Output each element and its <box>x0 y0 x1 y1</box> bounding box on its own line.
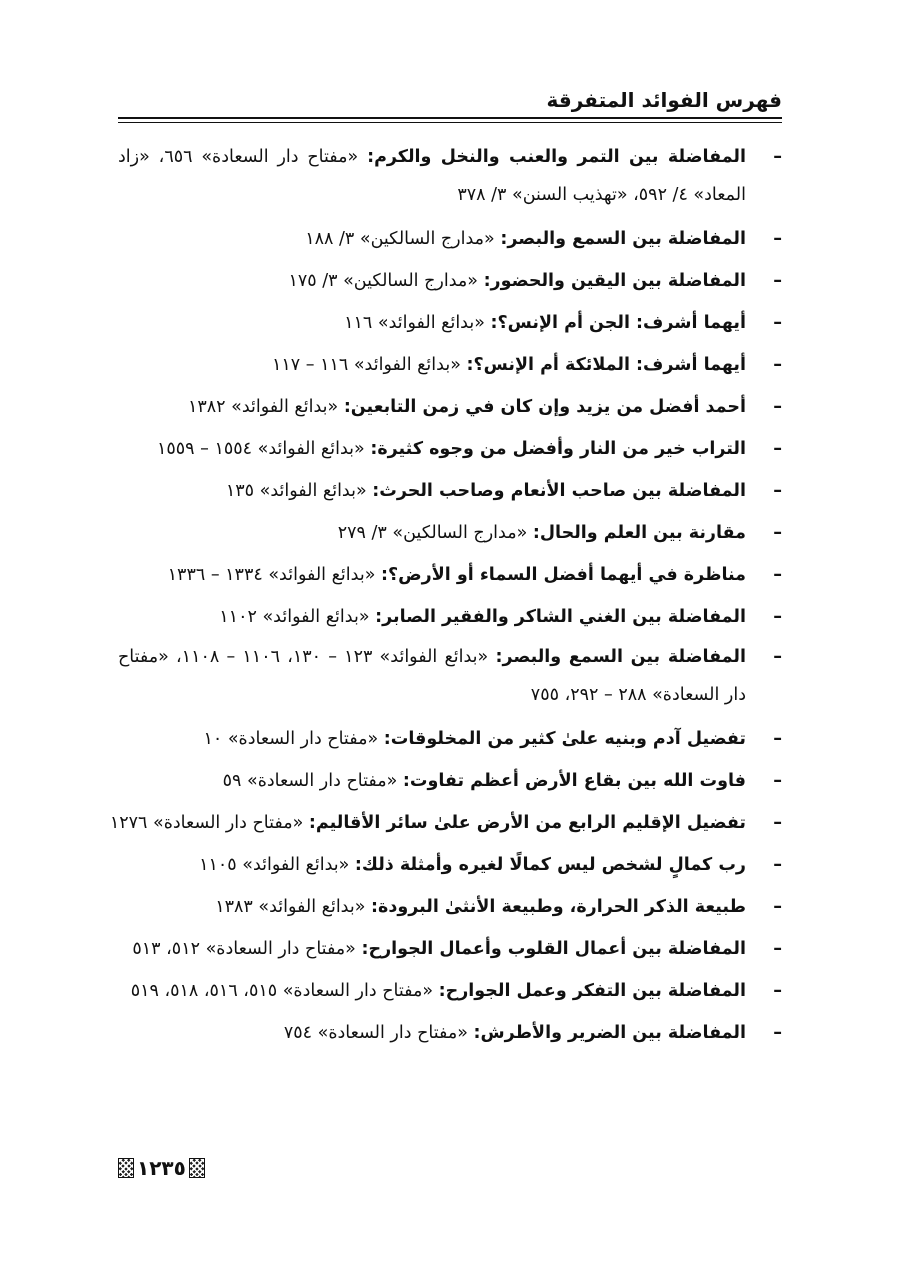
entry-topic: مقارنة بين العلم والحال: <box>532 523 746 543</box>
index-entry <box>118 718 782 760</box>
entry-dash: – <box>773 981 782 1001</box>
index-entry <box>118 470 782 512</box>
entry-dash: – <box>773 271 782 291</box>
index-entry <box>118 554 782 596</box>
entry-topic: المفاضلة بين الضرير والأطرش: <box>473 1023 746 1043</box>
page-number-block <box>118 1156 205 1180</box>
entry-dash: – <box>773 147 782 167</box>
entry-source: «بدائع الفوائد» ١١٦ – ١١٧ <box>271 355 461 375</box>
entry-source: «بدائع الفوائد» ١٢٣ – ١٣٠، ١١٠٦ – ١١٠٨، «مفتاح دار السعادة» ٢٨٨ – ٢٩٢، ٧٥٥ <box>118 647 746 705</box>
entry-source: «مفتاح دار السعادة» ١٢٧٦ <box>109 813 304 833</box>
index-entry <box>118 886 782 928</box>
page-number: ١٢٣٥ <box>137 1156 186 1180</box>
ornament-icon <box>189 1158 205 1178</box>
entry-source: «بدائع الفوائد» ١١٦ <box>344 313 485 333</box>
entry-dash: – <box>773 855 782 875</box>
entry-dash: – <box>773 1023 782 1043</box>
index-entry <box>118 1012 782 1054</box>
entry-source: «بدائع الفوائد» ١٣٥ <box>225 481 367 501</box>
index-entry <box>118 844 782 886</box>
entry-source: «مدارج السالكين» ٣/ ١٨٨ <box>305 229 495 249</box>
index-entry <box>118 970 782 1012</box>
index-entry <box>118 138 782 214</box>
entry-dash: – <box>773 647 782 667</box>
entry-topic: فاوت الله بين بقاع الأرض أعظم تفاوت: <box>402 771 746 791</box>
entry-source: «مفتاح دار السعادة» ٥١٢، ٥١٣ <box>132 939 356 959</box>
index-entry <box>118 928 782 970</box>
header-double-rule <box>118 117 782 123</box>
entry-topic: المفاضلة بين التمر والعنب والنخل والكرم: <box>367 147 746 167</box>
entry-dash: – <box>773 813 782 833</box>
entry-source: «مفتاح دار السعادة» ٧٥٤ <box>283 1023 468 1043</box>
entry-topic: المفاضلة بين السمع والبصر: <box>500 229 746 249</box>
index-entry <box>118 428 782 470</box>
index-entry <box>109 802 782 844</box>
entry-topic: تفضيل آدم وبنيه علىٰ كثير من المخلوقات: <box>383 729 746 749</box>
entry-dash: – <box>773 355 782 375</box>
entry-dash: – <box>773 439 782 459</box>
entry-topic: المفاضلة بين أعمال القلوب وأعمال الجوارح: <box>361 939 746 959</box>
entry-source: «مفتاح دار السعادة» ١٠ <box>203 729 379 749</box>
entry-dash: – <box>773 565 782 585</box>
index-entry <box>118 302 782 344</box>
entry-source: «بدائع الفوائد» ١٣٣٤ – ١٣٣٦ <box>167 565 376 585</box>
entry-source: «بدائع الفوائد» ١٣٨٢ <box>187 397 339 417</box>
running-title: فهرس الفوائد المتفرقة <box>546 88 782 112</box>
entry-source: «مدارج السالكين» ٣/ ٢٧٩ <box>337 523 528 543</box>
entry-dash: – <box>773 313 782 333</box>
entry-topic: أحمد أفضل من يزيد وإن كان في زمن التابعين: <box>343 397 746 417</box>
entry-topic: مناظرة في أيهما أفضل السماء أو الأرض؟: <box>380 565 746 585</box>
entry-topic: المفاضلة بين اليقين والحضور: <box>483 271 746 291</box>
entry-dash: – <box>773 729 782 749</box>
index-entry <box>118 386 782 428</box>
entry-topic: رب كمالٍ لشخص ليس كمالًا لغيره وأمثلة ذلك: <box>354 855 746 875</box>
index-entry <box>118 344 782 386</box>
ornament-icon <box>118 1158 134 1178</box>
entry-dash: – <box>773 897 782 917</box>
entry-topic: المفاضلة بين التفكر وعمل الجوارح: <box>438 981 746 1001</box>
entry-dash: – <box>773 523 782 543</box>
entry-topic: المفاضلة بين السمع والبصر: <box>495 647 746 667</box>
entry-dash: – <box>773 229 782 249</box>
entry-topic: المفاضلة بين صاحب الأنعام وصاحب الحرث: <box>372 481 746 501</box>
index-entry <box>118 218 782 260</box>
entry-dash: – <box>773 607 782 627</box>
entry-source: «مدارج السالكين» ٣/ ١٧٥ <box>288 271 478 291</box>
entry-topic: أيهما أشرف: الجن أم الإنس؟: <box>490 313 746 333</box>
index-entry <box>118 260 782 302</box>
index-entry <box>118 638 782 714</box>
entry-dash: – <box>773 939 782 959</box>
entry-source: «بدائع الفوائد» ١١٠٥ <box>199 855 350 875</box>
entry-dash: – <box>773 397 782 417</box>
index-entry <box>118 512 782 554</box>
entry-dash: – <box>773 481 782 501</box>
entry-topic: تفضيل الإقليم الرابع من الأرض علىٰ سائر الأقاليم: <box>308 813 746 833</box>
entry-source: «مفتاح دار السعادة» ٥١٥، ٥١٦، ٥١٨، ٥١٩ <box>130 981 434 1001</box>
entry-source: «مفتاح دار السعادة» ٦٥٦، «زاد المعاد» ٤/ ٥٩٢، «تهذيب السنن» ٣/ ٣٧٨ <box>118 147 746 205</box>
entry-source: «بدائع الفوائد» ١٣٨٣ <box>215 897 366 917</box>
entry-source: «مفتاح دار السعادة» ٥٩ <box>222 771 398 791</box>
entry-topic: أيهما أشرف: الملائكة أم الإنس؟: <box>466 355 746 375</box>
entry-dash: – <box>773 771 782 791</box>
entry-source: «بدائع الفوائد» ١١٠٢ <box>219 607 370 627</box>
entry-topic: طبيعة الذكر الحرارة، وطبيعة الأنثىٰ البرودة: <box>371 897 746 917</box>
entry-topic: المفاضلة بين الغني الشاكر والفقير الصابر: <box>375 607 746 627</box>
index-entry <box>118 760 782 802</box>
entry-topic: التراب خير من النار وأفضل من وجوه كثيرة: <box>370 439 746 459</box>
index-entry-list <box>109 138 782 1054</box>
entry-source: «بدائع الفوائد» ١٥٥٤ – ١٥٥٩ <box>156 439 365 459</box>
index-entry <box>118 596 782 638</box>
